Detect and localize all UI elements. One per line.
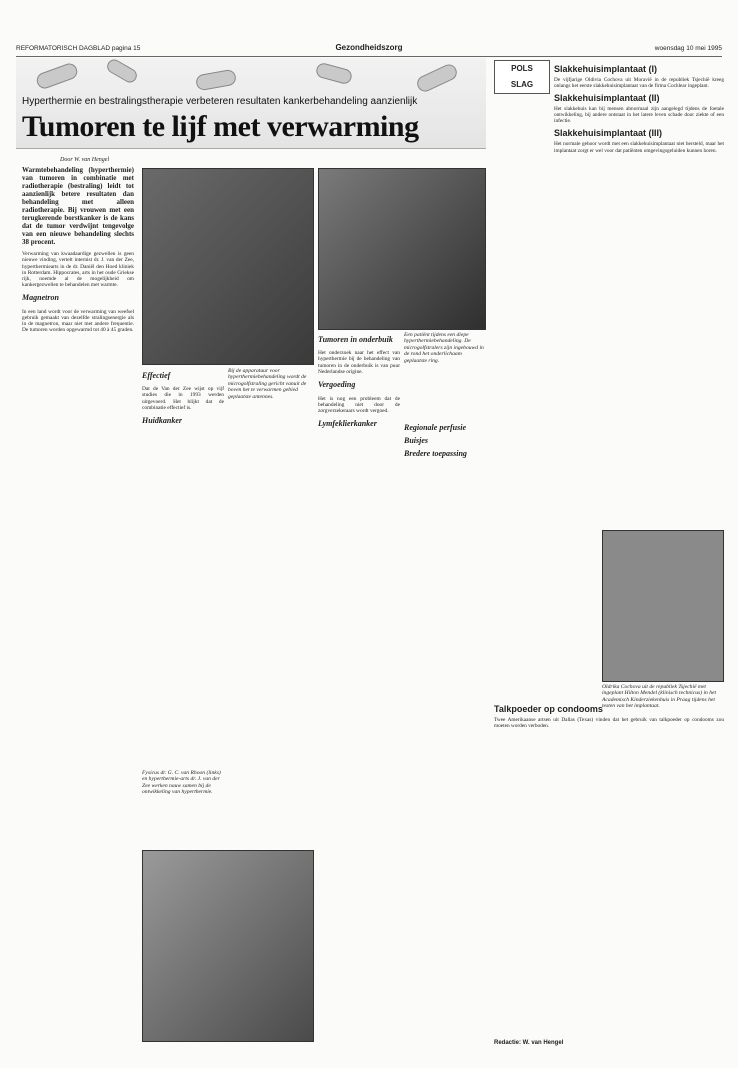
sidebar-column xyxy=(554,60,724,520)
sidebar-text: De vijfjarige Oldivia Cochova uit Moravië in de republiek Tsjechië kreeg onlangs het eerste slakkehuisimplantaat van de firma Cochlear ingeplant. xyxy=(554,77,724,90)
article-headline: Tumoren te lijf met verwarming xyxy=(22,110,419,143)
article-text: In een land wordt voor de verwarming van weefsel gebruik gemaakt van dezelfde stralingsenergie als in de magnetron, maar niet met andere frequentie. De tumoren worden opgewarmd tot 40 à 45 graden. xyxy=(22,308,134,334)
article-column-4 xyxy=(404,420,486,1040)
article-photo-patient xyxy=(318,168,486,330)
header-date: woensdag 10 mei 1995 xyxy=(654,45,722,52)
section-title: Gezondheidszorg xyxy=(335,43,403,52)
subheading: Tumoren in onderbuik xyxy=(318,335,393,344)
photo-caption: Een patiënt tijdens een diepe hyperthermiebehandeling. De microgolfstralers zijn ingebouwd in de rond het onderlichaam geplaatste ring. xyxy=(404,332,484,364)
article-lead: Warmtebehandeling (hyperthermie) van tumoren in combinatie met radiotherapie (bestraling) leidt tot aanzienlijk betere resultaten dan behandeling met alleen radiotherapie. Bij vrouwen met een terugkerende borstkanker is de kans dat de tumor verdwijnt tengevolge van een nieuwe behandeling slechts 38 procent. xyxy=(22,166,134,246)
subheading: Vergoeding xyxy=(318,380,356,390)
sidebar-text: Het normale gehoor wordt met een slakkehuisimplantaat niet hersteld, maar het implantaat zorgt er wel voor dat patiënten omgevingsgeluiden kunnen horen. xyxy=(554,141,724,154)
article-text: Dat de Van der Zee wijst op vijf studies die in 1993 werden uitgevoerd. Het blijkt dat de combinatie effectief is. xyxy=(142,386,224,411)
article-byline: Door W. van Hengel xyxy=(60,157,110,163)
pill-icon xyxy=(35,61,80,90)
subheading: Lymfeklierkanker xyxy=(318,419,377,429)
editor-credit: Redactie: W. van Hengel xyxy=(494,1040,564,1046)
article-column-2 xyxy=(142,368,224,608)
subheading: Effectief xyxy=(142,371,171,380)
article-photo-equipment xyxy=(142,168,314,365)
sidebar-column-2 xyxy=(494,700,724,1030)
sidebar-text: Twee Amerikaanse artsen uit Dallas (Texas) vinden dat het gebruik van talkpoeder op condooms zou moeten worden verboden. xyxy=(494,717,724,730)
photo-caption: Oldrika Cochova uit de republiek Tsjechië met ingeplant Hilton Mendel (klinisch technicus) in het Academisch Kinderziekenhuis in Praag tijdens het testen van het implantaat. xyxy=(602,684,717,710)
subheading: Huidkanker xyxy=(142,416,183,426)
photo-caption: Fysicus dr. G. C. van Rhoon (links) en hyperthermie-arts dr. J. van der Zee werken nauw samen bij de ontwikkeling van hyperthermie. xyxy=(142,770,221,796)
sidebar-heading: Talkpoeder op condooms xyxy=(494,704,603,714)
article-photo-doctors xyxy=(142,850,314,1042)
subheading: Regionale perfusie xyxy=(404,423,466,432)
subheading: Magnetron xyxy=(22,293,59,303)
pill-icon xyxy=(195,69,237,92)
logo-bottom-text: SLAG xyxy=(510,80,534,89)
pill-icon xyxy=(315,62,354,86)
pols-slag-logo xyxy=(494,60,550,94)
article-kicker: Hyperthermie en bestralingstherapie verbeteren resultaten kankerbehandeling aanzienlijk xyxy=(22,96,418,107)
article-text: Verwarming van kwaadaardige gezwellen is geen nieuwe vinding, vertelt internist dr. J. van der Zee, hyperthermiearts in de dr. Daniël den Hoed kliniek in Rotterdam. Hippocrates, arts in het oude Griekse rijk, noemde al de mogelijkheid om kankergezwellen te behandelen met warmte. xyxy=(22,251,134,288)
sidebar-text: Het slakkehuis kan bij mensen abnormaal zijn aangelegd tijdens de foetale ontwikkeling, bij andere ontstaat in het latere leven schade door ziekte of een infectie. xyxy=(554,106,724,125)
pill-icon xyxy=(415,62,460,94)
header-left: REFORMATORISCH DAGBLAD pagina 15 xyxy=(16,45,141,52)
sidebar-heading: Slakkehuisimplantaat (I) xyxy=(554,64,658,74)
article-text: Het is nog een probleem dat de behandeling niet door de zorgverzekeraars wordt vergoed. xyxy=(318,395,400,414)
article-column-1 xyxy=(22,166,134,1046)
article-column-3 xyxy=(318,332,400,1032)
sidebar-photo-child xyxy=(602,530,724,682)
subheading: Buisjes xyxy=(404,436,429,445)
pill-icon xyxy=(105,57,140,85)
logo-top-text: POLS xyxy=(511,64,533,73)
page-header xyxy=(16,42,722,57)
article-text: Het onderzoek naar het effect van hyperthermie bij de behandeling van tumoren in de onderbuik is van puur Nederlandse origine. xyxy=(318,350,400,375)
sidebar-heading: Slakkehuisimplantaat (III) xyxy=(554,128,663,139)
subheading: Bredere toepassing xyxy=(404,449,467,458)
sidebar-heading: Slakkehuisimplantaat (II) xyxy=(554,93,660,104)
photo-caption: Bij de apparatuur voor hyperthermiebehandeling wordt de microgolfstraling gericht vanuit de boven het te verwarmen gebied geplaatste antennes. xyxy=(228,368,307,400)
